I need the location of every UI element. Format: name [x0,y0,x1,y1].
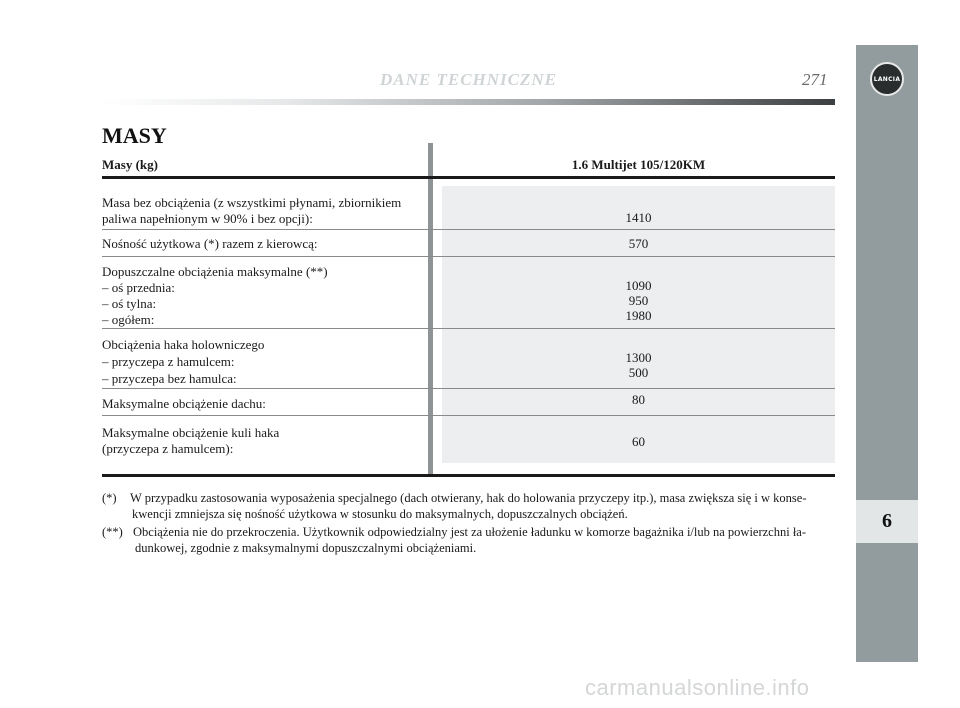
footnote [102,524,835,556]
table-header-rule [102,176,835,179]
table-row-label: Maksymalne obciążenie dachu: [102,396,266,411]
site-watermark: carmanualsonline.info [585,675,810,700]
logo-text: LANCIA [873,75,901,83]
table-row-label: Maksymalne obciążenie kuli haka (przyczepa z hamulcem): [102,425,280,456]
table-row-label: Dopuszczalne obciążenia maksymalne (**) – oś przednia: – oś tylna: – ogółem: [102,264,328,327]
table-row-value: 1410 [625,210,652,225]
table-row-value: 1090 950 1980 [625,278,652,323]
chapter-sidebar [856,45,918,662]
table-row-value: 80 [632,392,645,407]
footnote [102,490,835,522]
running-header-title: DANE TECHNICZNE [380,70,557,89]
table-bottom-rule [102,474,835,477]
table-row-label: Nośność użytkowa (*) razem z kierowcą: [102,236,318,251]
page-number: 271 [802,70,828,89]
footnote-mark: (**) [102,525,123,539]
row-divider [102,328,835,329]
table-row-value: 570 [628,236,649,251]
table-row-value: 60 [632,434,645,449]
table-header-model: 1.6 Multijet 105/120KM [571,157,706,172]
row-divider [102,256,835,257]
table-row-label: Masa bez obciążenia (z wszystkimi płynami, zbiornikiem paliwa napełnionym w 90% i bez opcji): [102,195,402,226]
header-gradient-rule [102,99,835,105]
row-divider [102,229,835,230]
lancia-logo [870,62,904,96]
row-divider [102,388,835,389]
footnote-text: Obciążenia nie do przekroczenia. Użytkownik odpowiedzialny jest za ułożenie ładunku w komorze bagażnika i/lub na powierzchni ła- dunkowej, zgodnie z maksymalnymi dopuszczalnymi obciążeniami. [133,525,807,555]
footnote-text: W przypadku zastosowania wyposażenia specjalnego (dach otwierany, hak do holowania przyczepy itp.), masa zwiększa się i w konse- kwencji zmniejsza się nośność użytkowa w stosunku do maksymalnych, dopuszczalnych obciążeń. [130,491,807,521]
row-divider [102,415,835,416]
column-divider-bar [428,143,433,476]
table-header-label: Masy (kg) [102,157,158,172]
footnote-mark: (*) [102,491,117,505]
table-row-value: 1300 500 [625,350,652,380]
table-row-label: Obciążenia haka holowniczego – przyczepa z hamulcem: – przyczepa bez hamulca: [102,337,265,386]
section-title: MASY [102,123,167,148]
value-column-shading [442,186,835,463]
chapter-tab[interactable]: 6 [856,500,918,543]
